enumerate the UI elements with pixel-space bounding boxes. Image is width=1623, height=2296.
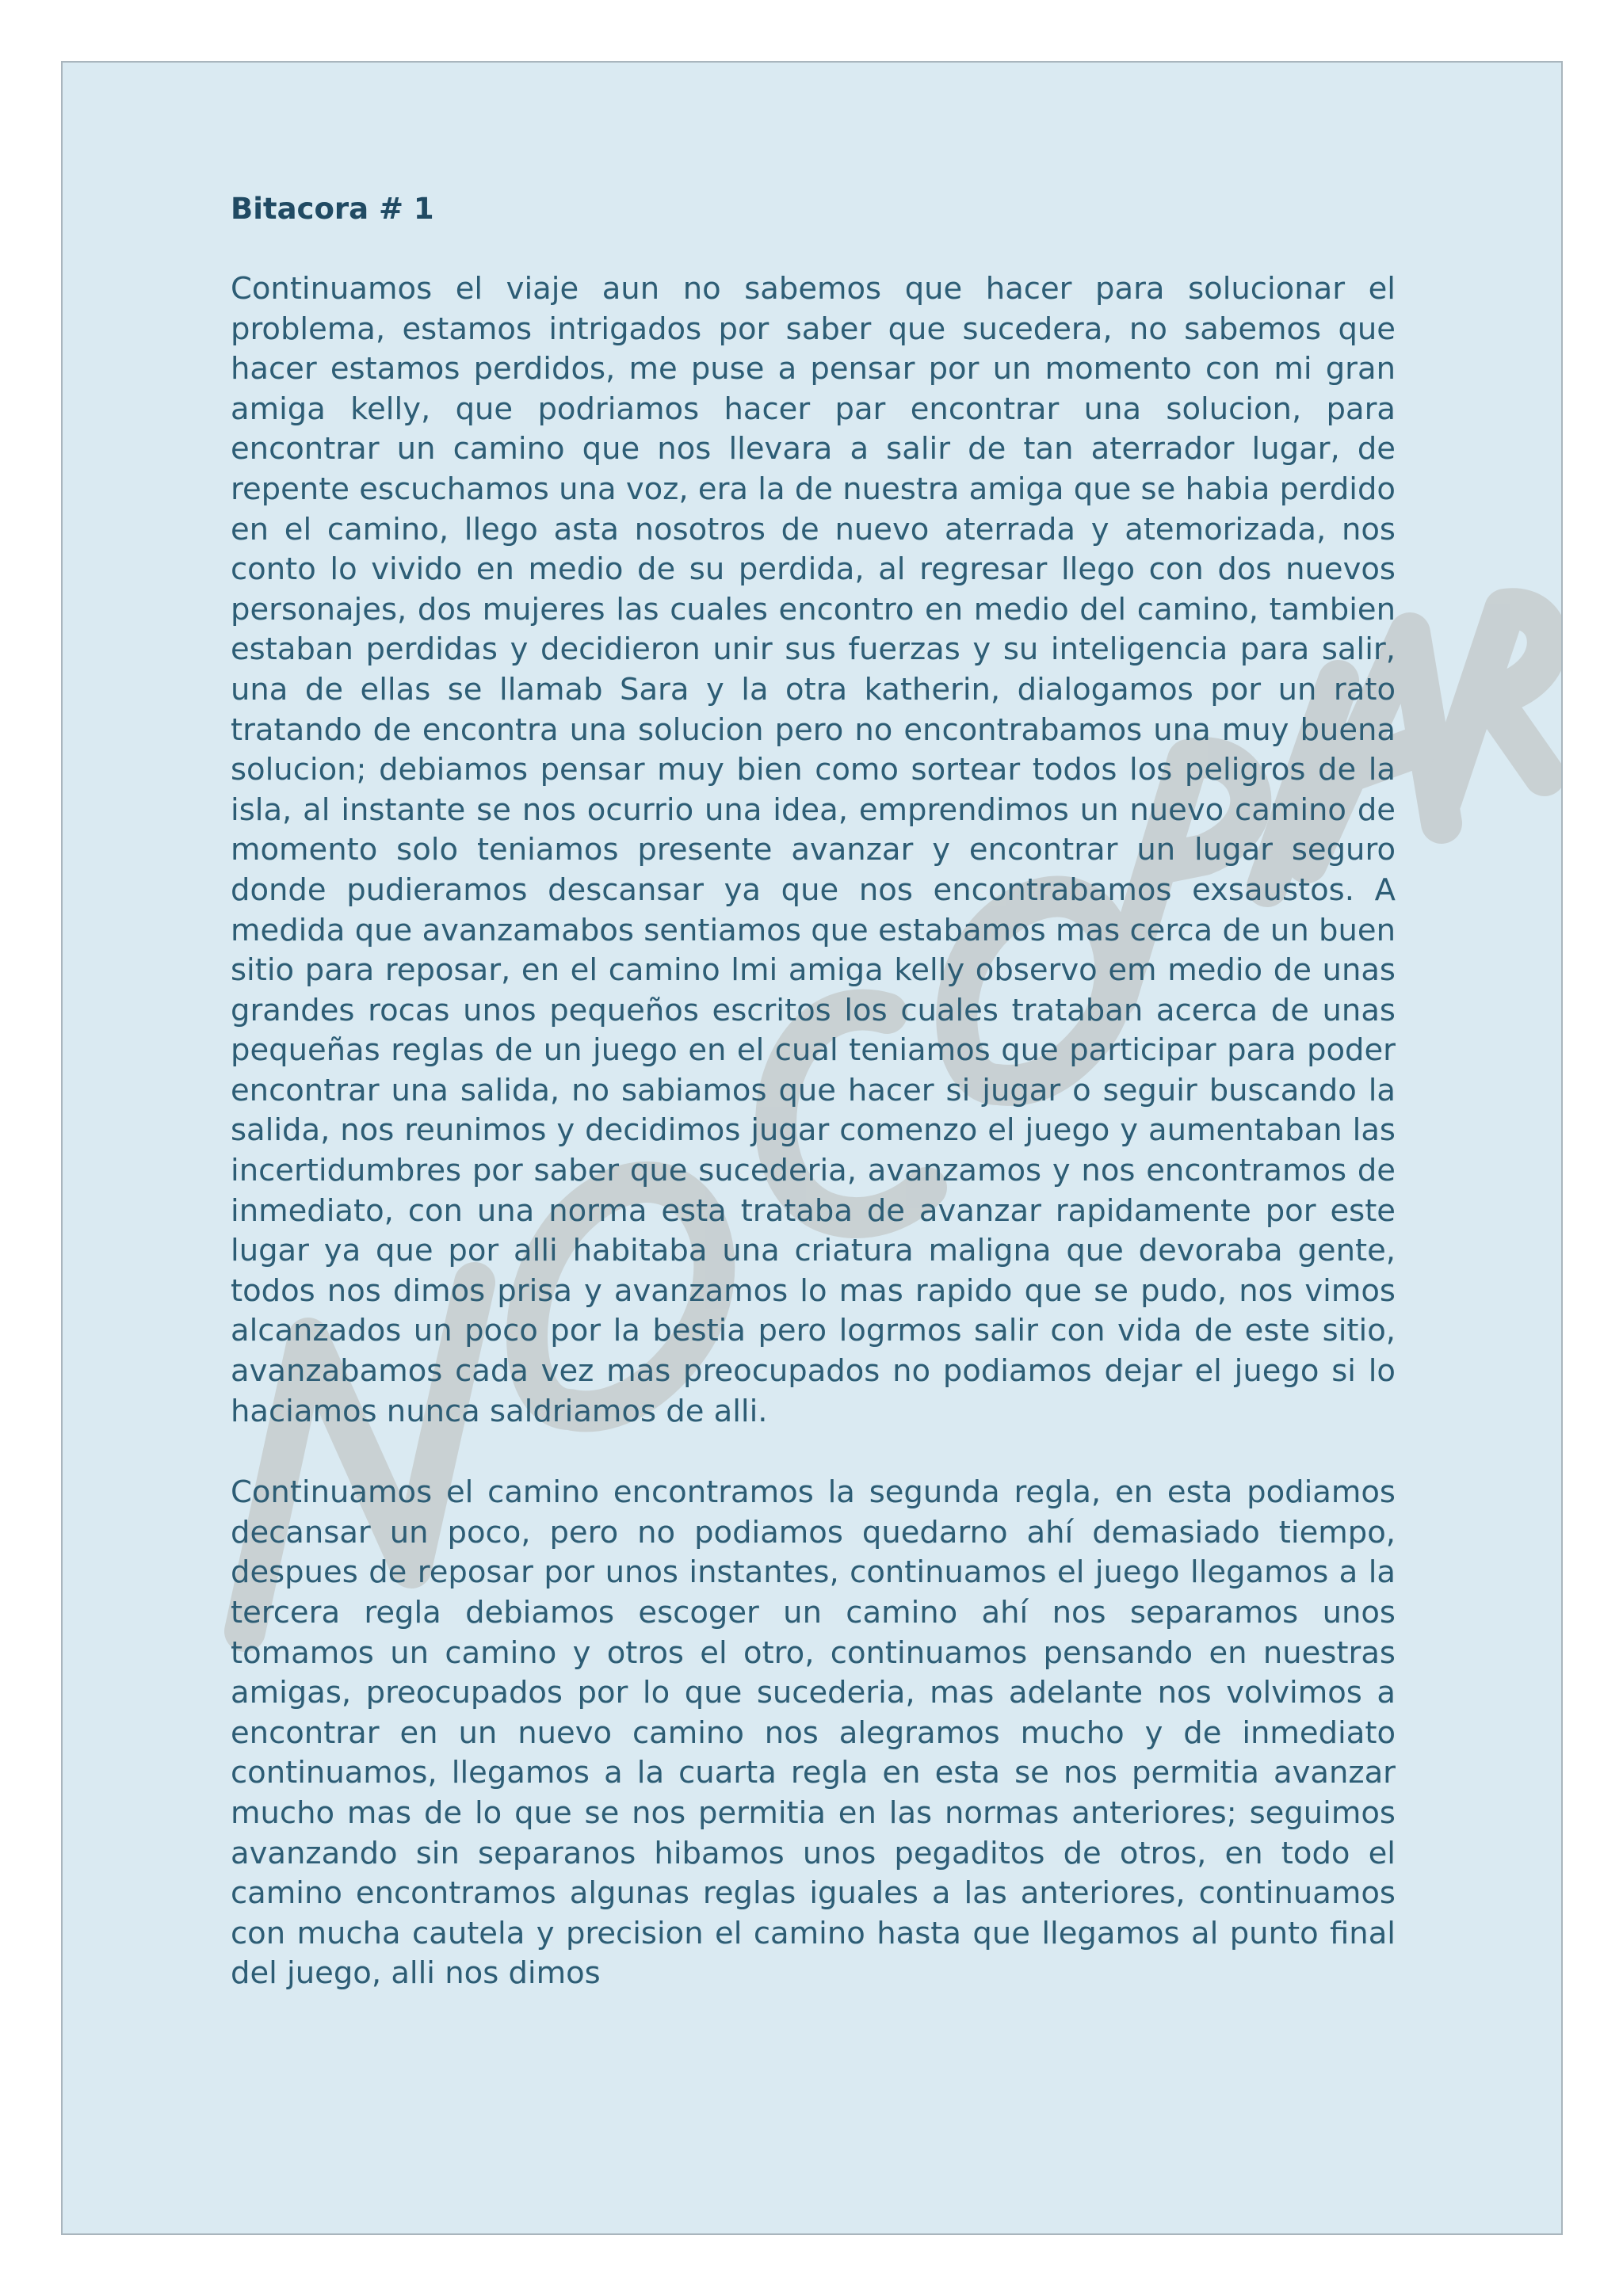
document-title: Bitacora # 1 [231,192,434,226]
document-page [61,61,1563,2235]
document-body [231,189,1396,1994]
paragraph-2: Continuamos el camino encontramos la segunda regla, en esta podiamos decansar un poco, pero no podiamos quedarno ahí demasiado tiempo, despues de reposar por unos instantes, continuamos el juego llegamos a la tercera regla debiamos escoger un camino ahí nos separamos unos tomamos un camino y otros el otro, continuamos pensando en nuestras amigas, preocupados por lo que sucederia, mas adelante nos volvimos a encontrar en un nuevo camino nos alegramos mucho y de inmediato continuamos, llegamos a la cuarta regla en esta se nos permitia avanzar mucho mas de lo que se nos permitia en las normas anteriores; seguimos avanzando sin separanos hibamos unos pegaditos de otros, en todo el camino encontramos algunas reglas iguales a las anteriores, continuamos con mucha cautela y precision el camino hasta que llegamos al punto final del juego, alli nos dimos [231,1474,1396,1992]
paragraph-1: Continuamos el viaje aun no sabemos que hacer para solucionar el problema, estamos intrigados por saber que sucedera, no sabemos que hacer estamos perdidos, me puse a pensar por un momento con mi gran amiga kelly, que podriamos hacer par encontrar una solucion, para encontrar un camino que nos llevara a salir de tan aterrador lugar, de repente escuchamos una voz, era la de nuestra amiga que se habia perdido en el camino, llego asta nosotros de nuevo aterrada y atemorizada, nos conto lo vivido en medio de su perdida, al regresar llego con dos nuevos personajes, dos mujeres las cuales encontro en medio del camino, tambien estaban perdidas y decidieron unir sus fuerzas y su inteligencia para salir, una de ellas se llamab Sara y la otra katherin, dialogamos por un rato tratando de encontra una solucion pero no encontrabamos una muy buena solucion; debiamos pensar muy bien como sortear todos los peligros de la isla, al instante se nos ocurrio una idea, emprendimos un nuevo camino de momento solo teniamos presente avanzar y encontrar un lugar seguro donde pudieramos descansar ya que nos encontrabamos exsaustos. A medida que avanzamabos sentiamos que estabamos mas cerca de un buen sitio para reposar, en el camino lmi amiga kelly observo em medio de unas grandes rocas unos pequeños escritos los cuales trataban acerca de unas pequeñas reglas de un juego en el cual teniamos que participar para poder encontrar una salida, no sabiamos que hacer si jugar o seguir buscando la salida, nos reunimos y decidimos jugar comenzo el juego y aumentaban las incertidumbres por saber que sucederia, avanzamos y nos encontramos de inmediato, con una norma esta trataba de avanzar rapidamente por este lugar ya que por alli habitaba una criatura maligna que devoraba gente, todos nos dimos prisa y avanzamos lo mas rapido que se pudo, nos vimos alcanzados un poco por la bestia pero logrmos salir con vida de este sitio, avanzabamos cada vez mas preocupados no podiamos dejar el juego si lo haciamos nunca saldriamos de alli. [231,271,1396,1429]
